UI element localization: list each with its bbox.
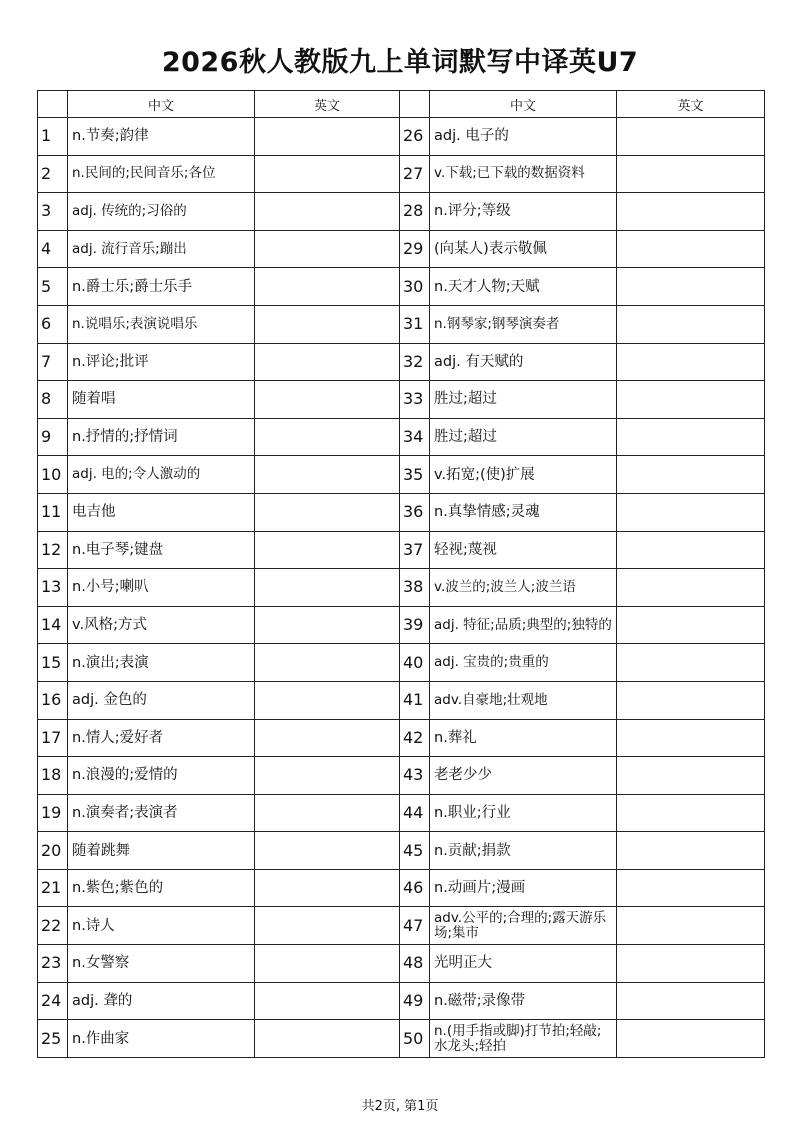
english-answer-cell[interactable] — [255, 305, 400, 343]
english-answer-cell[interactable] — [255, 456, 400, 494]
chinese-prompt: v.波兰的;波兰人;波兰语 — [430, 569, 617, 607]
english-answer-cell[interactable] — [255, 644, 400, 682]
chinese-prompt: adv.自豪地;壮观地 — [430, 681, 617, 719]
chinese-prompt: 光明正大 — [430, 945, 617, 983]
item-number: 37 — [400, 531, 430, 569]
english-answer-cell[interactable] — [255, 982, 400, 1020]
chinese-prompt: n.动画片;漫画 — [430, 869, 617, 907]
chinese-prompt: adj. 特征;品质;典型的;独特的 — [430, 606, 617, 644]
table-row — [38, 869, 765, 907]
item-number: 35 — [400, 456, 430, 494]
item-number: 11 — [38, 493, 68, 531]
english-answer-cell[interactable] — [617, 381, 765, 419]
table-row — [38, 907, 765, 945]
english-answer-cell[interactable] — [617, 945, 765, 983]
chinese-prompt: adj. 聋的 — [68, 982, 255, 1020]
item-number: 42 — [400, 719, 430, 757]
chinese-prompt: n.紫色;紫色的 — [68, 869, 255, 907]
item-number: 47 — [400, 907, 430, 945]
item-number: 28 — [400, 193, 430, 231]
english-answer-cell[interactable] — [255, 381, 400, 419]
table-row — [38, 193, 765, 231]
item-number: 49 — [400, 982, 430, 1020]
header-number-left — [38, 91, 68, 118]
chinese-prompt: n.钢琴家;钢琴演奏者 — [430, 305, 617, 343]
page-title: 2026秋人教版九上单词默写中译英U7 — [161, 47, 639, 78]
chinese-prompt: n.贡献;捐款 — [430, 832, 617, 870]
item-number: 10 — [38, 456, 68, 494]
english-answer-cell[interactable] — [255, 418, 400, 456]
header-english-right: 英文 — [617, 91, 765, 118]
table-row — [38, 719, 765, 757]
english-answer-cell[interactable] — [617, 606, 765, 644]
english-answer-cell[interactable] — [617, 869, 765, 907]
english-answer-cell[interactable] — [617, 155, 765, 193]
english-answer-cell[interactable] — [255, 118, 400, 156]
chinese-prompt: v.拓宽;(使)扩展 — [430, 456, 617, 494]
item-number: 19 — [38, 794, 68, 832]
item-number: 16 — [38, 681, 68, 719]
english-answer-cell[interactable] — [617, 230, 765, 268]
table-row — [38, 982, 765, 1020]
chinese-prompt: 胜过;超过 — [430, 381, 617, 419]
table-row — [38, 230, 765, 268]
table-row — [38, 268, 765, 306]
item-number: 33 — [400, 381, 430, 419]
item-number: 24 — [38, 982, 68, 1020]
item-number: 14 — [38, 606, 68, 644]
item-number: 2 — [38, 155, 68, 193]
chinese-prompt: 随着唱 — [68, 381, 255, 419]
english-answer-cell[interactable] — [617, 832, 765, 870]
item-number: 23 — [38, 945, 68, 983]
chinese-prompt: n.诗人 — [68, 907, 255, 945]
item-number: 26 — [400, 118, 430, 156]
english-answer-cell[interactable] — [255, 869, 400, 907]
item-number: 1 — [38, 118, 68, 156]
item-number: 40 — [400, 644, 430, 682]
item-number: 27 — [400, 155, 430, 193]
chinese-prompt: n.作曲家 — [68, 1020, 255, 1058]
chinese-prompt: n.真挚情感;灵魂 — [430, 493, 617, 531]
item-number: 25 — [38, 1020, 68, 1058]
item-number: 8 — [38, 381, 68, 419]
english-answer-cell[interactable] — [617, 757, 765, 795]
english-answer-cell[interactable] — [617, 493, 765, 531]
chinese-prompt: 随着跳舞 — [68, 832, 255, 870]
english-answer-cell[interactable] — [617, 268, 765, 306]
chinese-prompt: n.浪漫的;爱情的 — [68, 757, 255, 795]
header-number-right — [400, 91, 430, 118]
english-answer-cell[interactable] — [617, 418, 765, 456]
chinese-prompt: v.风格;方式 — [68, 606, 255, 644]
header-chinese-right: 中文 — [430, 91, 617, 118]
chinese-prompt: adj. 传统的;习俗的 — [68, 193, 255, 231]
english-answer-cell[interactable] — [255, 531, 400, 569]
english-answer-cell[interactable] — [617, 982, 765, 1020]
chinese-prompt: adj. 电子的 — [430, 118, 617, 156]
table-header-row — [38, 91, 765, 118]
item-number: 5 — [38, 268, 68, 306]
chinese-prompt: adj. 宝贵的;贵重的 — [430, 644, 617, 682]
chinese-prompt: n.节奏;韵律 — [68, 118, 255, 156]
item-number: 13 — [38, 569, 68, 607]
chinese-prompt: n.演出;表演 — [68, 644, 255, 682]
table-row — [38, 305, 765, 343]
chinese-prompt: n.天才人物;天赋 — [430, 268, 617, 306]
chinese-prompt: (向某人)表示敬佩 — [430, 230, 617, 268]
item-number: 32 — [400, 343, 430, 381]
english-answer-cell[interactable] — [255, 794, 400, 832]
english-answer-cell[interactable] — [255, 569, 400, 607]
english-answer-cell[interactable] — [617, 681, 765, 719]
english-answer-cell[interactable] — [617, 343, 765, 381]
item-number: 15 — [38, 644, 68, 682]
item-number: 22 — [38, 907, 68, 945]
item-number: 36 — [400, 493, 430, 531]
english-answer-cell[interactable] — [255, 193, 400, 231]
chinese-prompt: adv.公平的;合理的;露天游乐场;集市 — [430, 907, 617, 945]
table-row — [38, 644, 765, 682]
english-answer-cell[interactable] — [255, 1020, 400, 1058]
chinese-prompt: n.磁带;录像带 — [430, 982, 617, 1020]
chinese-prompt: v.下载;已下载的数据资料 — [430, 155, 617, 193]
item-number: 48 — [400, 945, 430, 983]
english-answer-cell[interactable] — [617, 456, 765, 494]
item-number: 20 — [38, 832, 68, 870]
item-number: 9 — [38, 418, 68, 456]
chinese-prompt: n.情人;爱好者 — [68, 719, 255, 757]
chinese-prompt: adj. 电的;令人激动的 — [68, 456, 255, 494]
english-answer-cell[interactable] — [617, 794, 765, 832]
english-answer-cell[interactable] — [255, 230, 400, 268]
page-footer: 共2页, 第1页 — [361, 1099, 439, 1114]
chinese-prompt: n.小号;喇叭 — [68, 569, 255, 607]
chinese-prompt: n.抒情的;抒情词 — [68, 418, 255, 456]
table-row — [38, 118, 765, 156]
english-answer-cell[interactable] — [255, 832, 400, 870]
table-row — [38, 418, 765, 456]
chinese-prompt: n.演奏者;表演者 — [68, 794, 255, 832]
english-answer-cell[interactable] — [617, 1020, 765, 1058]
english-answer-cell[interactable] — [255, 268, 400, 306]
english-answer-cell[interactable] — [617, 644, 765, 682]
table-row — [38, 1020, 765, 1058]
item-number: 12 — [38, 531, 68, 569]
chinese-prompt: n.评论;批评 — [68, 343, 255, 381]
english-answer-cell[interactable] — [255, 493, 400, 531]
english-answer-cell[interactable] — [617, 719, 765, 757]
table-row — [38, 681, 765, 719]
english-answer-cell[interactable] — [255, 343, 400, 381]
chinese-prompt: n.葬礼 — [430, 719, 617, 757]
item-number: 4 — [38, 230, 68, 268]
chinese-prompt: n.女警察 — [68, 945, 255, 983]
header-english-left: 英文 — [255, 91, 400, 118]
header-chinese-left: 中文 — [68, 91, 255, 118]
table-row — [38, 757, 765, 795]
chinese-prompt: n.职业;行业 — [430, 794, 617, 832]
chinese-prompt: 轻视;蔑视 — [430, 531, 617, 569]
item-number: 7 — [38, 343, 68, 381]
item-number: 3 — [38, 193, 68, 231]
english-answer-cell[interactable] — [617, 531, 765, 569]
table-body — [38, 118, 765, 1058]
chinese-prompt: 老老少少 — [430, 757, 617, 795]
chinese-prompt: n.民间的;民间音乐;各位 — [68, 155, 255, 193]
item-number: 45 — [400, 832, 430, 870]
chinese-prompt: adj. 金色的 — [68, 681, 255, 719]
table-row — [38, 794, 765, 832]
table-row — [38, 456, 765, 494]
item-number: 38 — [400, 569, 430, 607]
english-answer-cell[interactable] — [255, 719, 400, 757]
item-number: 17 — [38, 719, 68, 757]
english-answer-cell[interactable] — [255, 907, 400, 945]
item-number: 39 — [400, 606, 430, 644]
english-answer-cell[interactable] — [617, 305, 765, 343]
table-row — [38, 493, 765, 531]
chinese-prompt: n.说唱乐;表演说唱乐 — [68, 305, 255, 343]
table-row — [38, 531, 765, 569]
item-number: 21 — [38, 869, 68, 907]
item-number: 46 — [400, 869, 430, 907]
chinese-prompt: 胜过;超过 — [430, 418, 617, 456]
english-answer-cell[interactable] — [255, 606, 400, 644]
english-answer-cell[interactable] — [255, 945, 400, 983]
item-number: 41 — [400, 681, 430, 719]
item-number: 43 — [400, 757, 430, 795]
chinese-prompt: n.(用手指或脚)打节拍;轻敲;水龙头;轻拍 — [430, 1020, 617, 1058]
chinese-prompt: adj. 流行音乐;蹦出 — [68, 230, 255, 268]
english-answer-cell[interactable] — [617, 907, 765, 945]
item-number: 6 — [38, 305, 68, 343]
table-row — [38, 945, 765, 983]
item-number: 44 — [400, 794, 430, 832]
english-answer-cell[interactable] — [255, 757, 400, 795]
english-answer-cell[interactable] — [255, 681, 400, 719]
table-row — [38, 343, 765, 381]
chinese-prompt: n.评分;等级 — [430, 193, 617, 231]
table-row — [38, 569, 765, 607]
item-number: 18 — [38, 757, 68, 795]
item-number: 34 — [400, 418, 430, 456]
english-answer-cell[interactable] — [617, 118, 765, 156]
vocabulary-table — [37, 90, 765, 1058]
table-row — [38, 832, 765, 870]
chinese-prompt: adj. 有天赋的 — [430, 343, 617, 381]
table-row — [38, 155, 765, 193]
english-answer-cell[interactable] — [617, 569, 765, 607]
item-number: 31 — [400, 305, 430, 343]
item-number: 29 — [400, 230, 430, 268]
chinese-prompt: 电吉他 — [68, 493, 255, 531]
chinese-prompt: n.电子琴;键盘 — [68, 531, 255, 569]
item-number: 30 — [400, 268, 430, 306]
english-answer-cell[interactable] — [255, 155, 400, 193]
table-row — [38, 381, 765, 419]
english-answer-cell[interactable] — [617, 193, 765, 231]
item-number: 50 — [400, 1020, 430, 1058]
chinese-prompt: n.爵士乐;爵士乐手 — [68, 268, 255, 306]
table-row — [38, 606, 765, 644]
